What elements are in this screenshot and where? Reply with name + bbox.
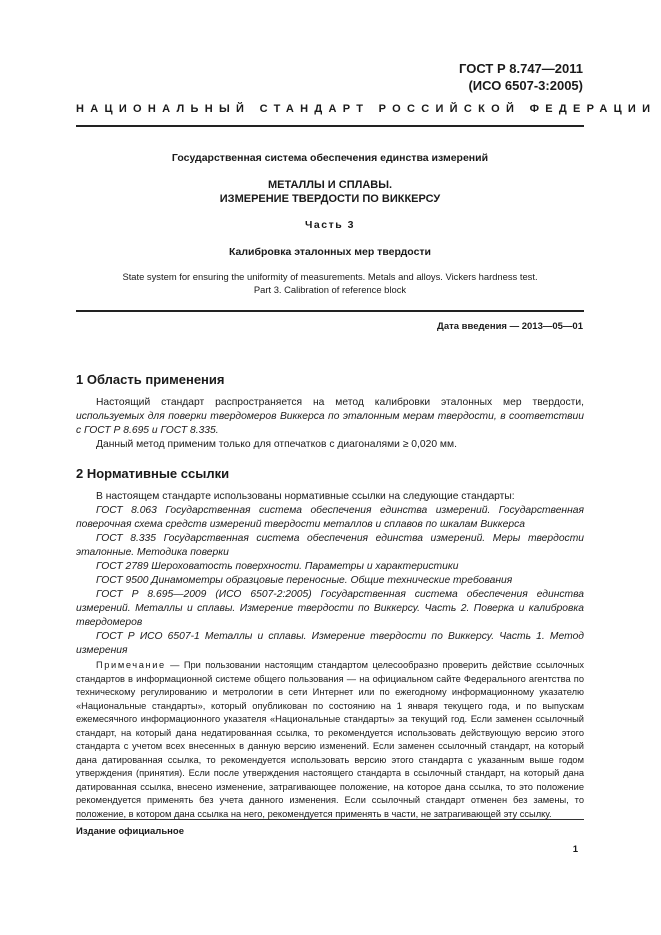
scope-text-italic: используемых для поверки твердомеров Виккерса по эталонным мерам твердости, в соответствии с ГОСТ Р 8.695 и ГОСТ 8.335. xyxy=(76,411,584,436)
national-standard-banner: НАЦИОНАЛЬНЫЙ СТАНДАРТ РОССИЙСКОЙ ФЕДЕРАЦИИ xyxy=(76,103,657,115)
iso-number: (ИСО 6507-3:2005) xyxy=(468,78,583,93)
reference-item: ГОСТ Р 8.695—2009 (ИСО 6507-2:2005) Государственная система обеспечения единства измерений. Металлы и сплавы. Измерение твердости по Виккерсу. Часть 2. Поверка и калибровка твердомеров xyxy=(76,589,584,628)
title-line-1: МЕТАЛЛЫ И СПЛАВЫ. xyxy=(267,179,393,191)
english-title xyxy=(76,270,584,296)
reference-item: ГОСТ 2789 Шероховатость поверхности. Параметры и характеристики xyxy=(96,561,459,572)
reference-item: ГОСТ 8.063 Государственная система обеспечения единства измерений. Государственная поверочная схема средств измерений твердости металлов и сплавов по шкалам Виккерса xyxy=(76,505,584,530)
references-intro: В настоящем стандарте использованы нормативные ссылки на следующие стандарты: xyxy=(96,491,515,502)
section-1-heading: 1 Область применения xyxy=(76,372,225,387)
note-label: Примечание xyxy=(96,660,166,670)
reference-item: ГОСТ Р ИСО 6507-1 Металлы и сплавы. Измерение твердости по Виккерсу. Часть 1. Метод измерения xyxy=(76,631,584,656)
title-block-rule xyxy=(76,310,584,312)
section-2-body xyxy=(76,490,584,658)
note-text: — При пользовании настоящим стандартом целесообразно проверить действие ссылочных стандартов в информационной системе общего пользования — на официальном сайте Федерального агентства по техническому регулированию и метрологии в сети Интернет или по ежегодному информационному указателю «Национальные стандарты», который опубликован по состоянию на 1 января текущего года, и по выпускам ежемесячного информационного указателя «Национальные стандарты» за текущий год. Если заменен ссылочный стандарт, на который дана недатированная ссылка, то рекомендуется использовать действующую версию этого стандарта с учетом всех внесенных в данную версию изменений. Если заменен ссылочный стандарт, на который дана датированная ссылка, то рекомендуется использовать версию этого стандарта с указанным выше годом утверждения (принятия). Если после утверждения настоящего стандарта в ссылочный стандарт, на который дана датированная ссылка, внесено изменение, затрагивающее положение, на которое дана ссылка, то это положение рекомендуется применять без учета данного изменения. Если ссылочный стандарт отменен без замены, то положение, в котором дана ссылка на него, рекомендуется применять в части, не затрагивающей эту ссылку. xyxy=(76,660,584,819)
title-line-2: ИЗМЕРЕНИЕ ТВЕРДОСТИ ПО ВИККЕРСУ xyxy=(219,193,441,205)
section-1-paragraph-2: Данный метод применим только для отпечатков с диагоналями ≥ 0,020 мм. xyxy=(96,439,457,450)
header-rule xyxy=(76,125,584,127)
scope-text: Настоящий стандарт распространяется на метод калибровки эталонных мер твердости, xyxy=(96,397,584,408)
effective-date: Дата введения — 2013—05—01 xyxy=(437,321,583,332)
section-2-heading: 2 Нормативные ссылки xyxy=(76,466,230,481)
references-note xyxy=(76,659,584,821)
footer-rule xyxy=(76,819,584,820)
reference-item: ГОСТ 8.335 Государственная система обеспечения единства измерений. Меры твердости эталонные. Методика поверки xyxy=(76,533,584,558)
gost-number: ГОСТ Р 8.747—2011 xyxy=(459,61,583,76)
page-number: 1 xyxy=(572,844,578,855)
section-1-body xyxy=(76,396,584,452)
edition-label: Издание официальное xyxy=(76,826,184,837)
section-1-paragraph-1 xyxy=(76,396,584,438)
standard-designation xyxy=(459,60,583,94)
reference-item: ГОСТ 9500 Динамометры образцовые переносные. Общие технические требования xyxy=(96,575,513,586)
document-subtitle: Калибровка эталонных мер твердости xyxy=(228,246,432,258)
document-title xyxy=(76,178,584,206)
english-title-line-1: State system for ensuring the uniformity of measurements. Metals and alloys. Vickers hardness test. xyxy=(122,271,538,282)
note-paragraph xyxy=(76,659,584,821)
system-name: Государственная система обеспечения единства измерений xyxy=(171,152,489,164)
english-title-line-2: Part 3. Calibration of reference block xyxy=(253,284,407,295)
part-label: Часть 3 xyxy=(305,219,355,231)
